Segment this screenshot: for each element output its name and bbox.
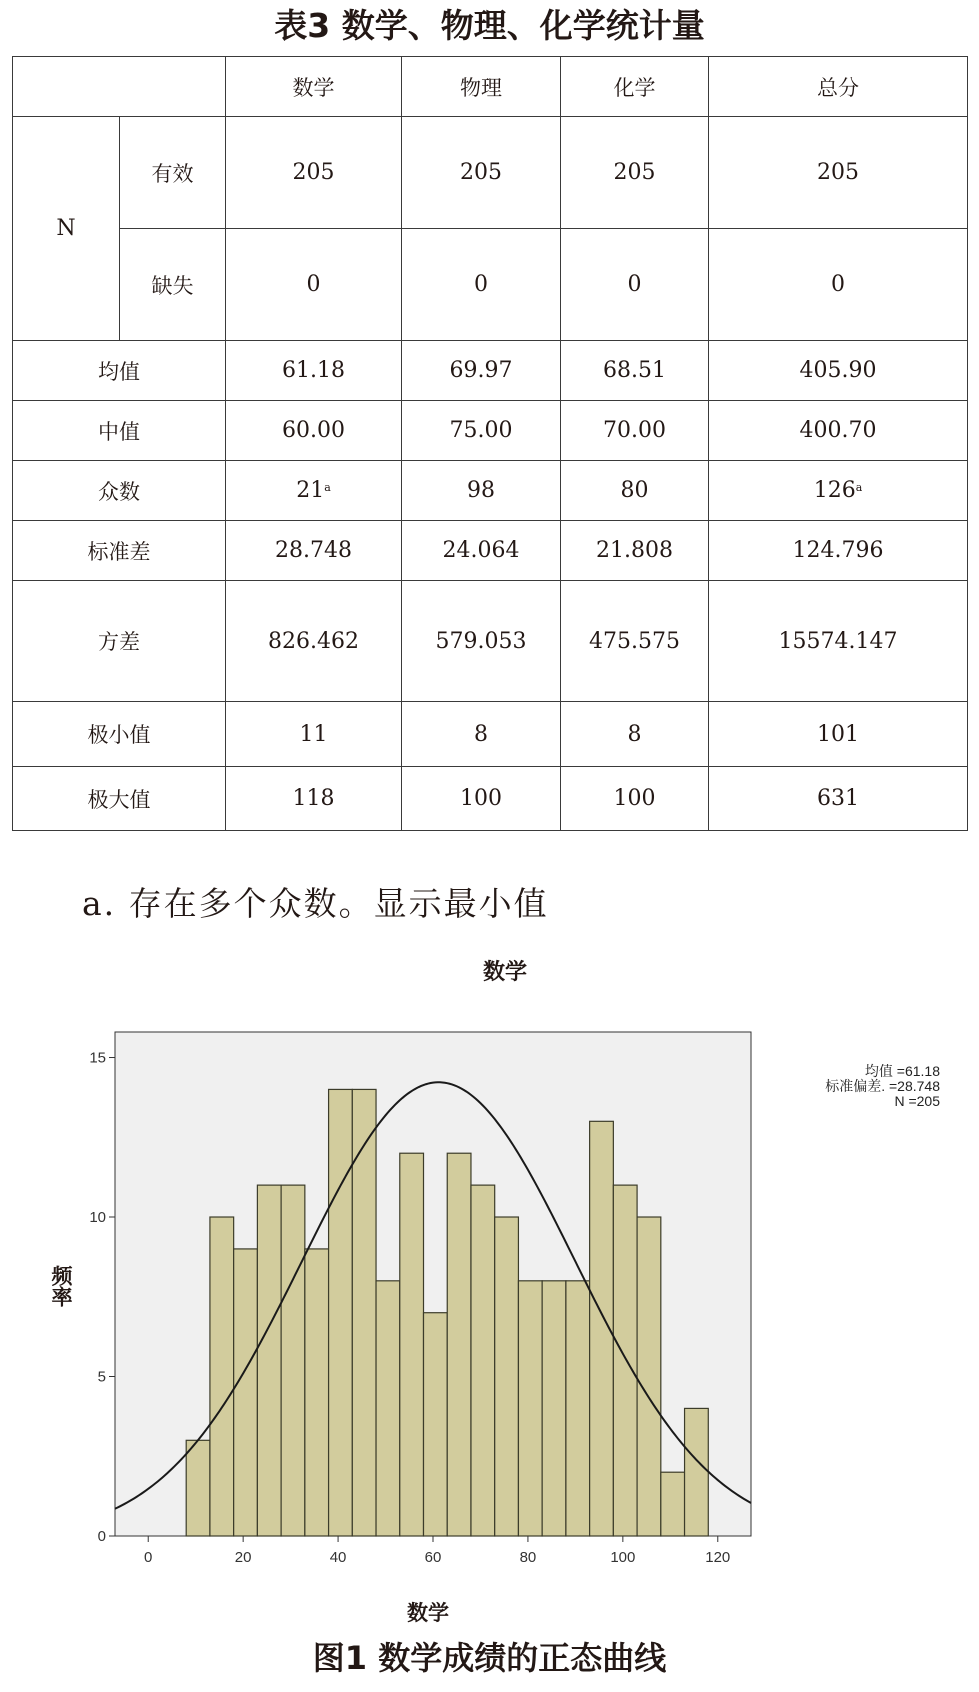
table-cell: 0 [561, 229, 709, 341]
row-label: 方差 [13, 581, 226, 702]
footnote-marker: a [855, 481, 863, 494]
table-cell: 68.51 [561, 341, 709, 401]
table-cell: 28.748 [226, 521, 402, 581]
table-cell: 70.00 [561, 401, 709, 461]
table-cell: 205 [226, 117, 402, 229]
row-label: 缺失 [120, 229, 226, 341]
table-cell: 75.00 [402, 401, 561, 461]
x-tick-label: 60 [424, 1549, 442, 1566]
histogram-chart [0, 940, 979, 1634]
histogram-bar [352, 1089, 376, 1536]
histogram-bar [661, 1472, 685, 1536]
x-axis-label: 数学 [407, 1601, 449, 1625]
histogram-bar [566, 1281, 590, 1536]
histogram-bar [234, 1249, 258, 1536]
histogram-bar [518, 1281, 542, 1536]
row-label: 极小值 [13, 702, 226, 767]
table-cell: 8 [561, 702, 709, 767]
histogram-bar [329, 1089, 353, 1536]
table-cell: 60.00 [226, 401, 402, 461]
row-label: 有效 [120, 117, 226, 229]
table-cell [226, 461, 402, 521]
table-cell: 24.064 [402, 521, 561, 581]
cell-value: 21 [296, 478, 325, 503]
table-cell: 0 [709, 229, 968, 341]
histogram-bar [424, 1313, 448, 1536]
histogram-bar [613, 1185, 637, 1536]
table-cell: 826.462 [226, 581, 402, 702]
table-row [13, 461, 968, 521]
table-row [13, 767, 968, 831]
histogram-bar [495, 1217, 519, 1536]
statistics-table [12, 56, 968, 831]
y-axis-label: 频率 [49, 1265, 73, 1307]
histogram-bar [685, 1408, 709, 1536]
row-label: 极大值 [13, 767, 226, 831]
table-cell: 11 [226, 702, 402, 767]
table-cell: 15574.147 [709, 581, 968, 702]
histogram-bar [637, 1217, 661, 1536]
histogram-bar [210, 1217, 234, 1536]
header-cell: 总分 [709, 57, 968, 117]
x-tick-label: 80 [519, 1549, 537, 1566]
table-cell: 400.70 [709, 401, 968, 461]
table-cell: 21.808 [561, 521, 709, 581]
figure-caption: 图1 数学成绩的正态曲线 [312, 1639, 667, 1677]
table-cell: 205 [402, 117, 561, 229]
table-footnote: a. 存在多个众数。显示最小值 [82, 884, 549, 923]
x-tick-label: 20 [234, 1549, 252, 1566]
table-row [13, 702, 968, 767]
table-cell: 8 [402, 702, 561, 767]
stat-n: N =205 [894, 1093, 940, 1109]
table-cell: 205 [561, 117, 709, 229]
table-cell: 0 [226, 229, 402, 341]
table-cell: 205 [709, 117, 968, 229]
stat-mean: 均值 =61.18 [864, 1063, 940, 1079]
histogram-bar [376, 1281, 400, 1536]
stats-legend [790, 1064, 940, 1109]
y-tick-label: 0 [97, 1528, 106, 1545]
table-cell: 631 [709, 767, 968, 831]
y-tick-label: 15 [89, 1049, 106, 1067]
header-empty-cell [13, 57, 226, 117]
table-cell: 405.90 [709, 341, 968, 401]
x-tick-label: 0 [144, 1549, 153, 1566]
stat-sd: 标准偏差. =28.748 [825, 1078, 940, 1094]
header-cell: 化学 [561, 57, 709, 117]
x-tick-label: 120 [705, 1549, 731, 1566]
y-tick-label: 5 [97, 1368, 106, 1386]
chart-title: 数学 [482, 960, 528, 985]
table-row [13, 521, 968, 581]
histogram-bar [257, 1185, 281, 1536]
x-tick-label: 40 [329, 1549, 347, 1566]
table-row [13, 581, 968, 702]
table-cell: 80 [561, 461, 709, 521]
histogram-bar [281, 1185, 305, 1536]
table-row [13, 117, 968, 229]
table-title: 表3 数学、物理、化学统计量 [274, 6, 705, 45]
row-label: 标准差 [13, 521, 226, 581]
y-tick-label: 10 [89, 1209, 106, 1227]
row-label: 中值 [13, 401, 226, 461]
table-cell [709, 461, 968, 521]
histogram-bar [542, 1281, 566, 1536]
table-cell: 124.796 [709, 521, 968, 581]
row-label: 众数 [13, 461, 226, 521]
table-cell: 98 [402, 461, 561, 521]
table-cell: 118 [226, 767, 402, 831]
table-cell: 69.97 [402, 341, 561, 401]
histogram-bar [305, 1249, 329, 1536]
histogram-bar [400, 1153, 424, 1536]
table-row [13, 229, 968, 341]
table-cell: 475.575 [561, 581, 709, 702]
header-cell: 物理 [402, 57, 561, 117]
table-row [13, 341, 968, 401]
table-cell: 100 [402, 767, 561, 831]
table-header-row [13, 57, 968, 117]
cell-value: 126 [813, 478, 856, 503]
x-tick-label: 100 [610, 1549, 636, 1566]
row-label: 均值 [13, 341, 226, 401]
table-cell: 61.18 [226, 341, 402, 401]
histogram-bar [471, 1185, 495, 1536]
table-cell: 100 [561, 767, 709, 831]
table-cell: 101 [709, 702, 968, 767]
header-cell: 数学 [226, 57, 402, 117]
n-label-cell: N [13, 117, 120, 341]
histogram-bar [447, 1153, 471, 1536]
footnote-marker: a [324, 481, 331, 494]
histogram-bar [186, 1440, 210, 1536]
table-cell: 579.053 [402, 581, 561, 702]
table-cell: 0 [402, 229, 561, 341]
table-row [13, 401, 968, 461]
